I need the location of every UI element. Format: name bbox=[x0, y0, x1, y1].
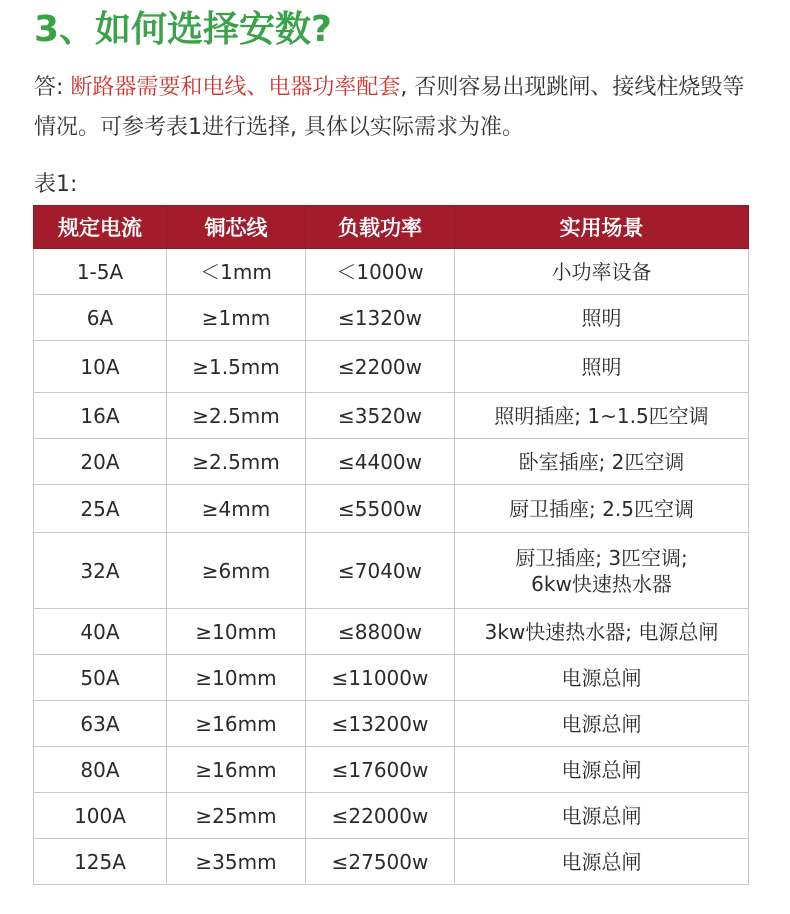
wire-cell: ≥2.5mm bbox=[167, 439, 306, 485]
power-cell: ≤4400w bbox=[306, 439, 455, 485]
current-cell: 100A bbox=[34, 793, 167, 839]
power-cell: ＜1000w bbox=[306, 249, 455, 295]
header-rated-current: 规定电流 bbox=[34, 206, 167, 249]
current-cell: 80A bbox=[34, 747, 167, 793]
wire-cell: ≥2.5mm bbox=[167, 393, 306, 439]
power-cell: ≤17600w bbox=[306, 747, 455, 793]
scenario-cell: 卧室插座; 2匹空调 bbox=[455, 439, 749, 485]
answer-paragraph bbox=[34, 68, 764, 148]
wire-cell: ≥16mm bbox=[167, 701, 306, 747]
scenario-cell: 电源总闸 bbox=[455, 839, 749, 885]
current-cell: 1-5A bbox=[34, 249, 167, 295]
current-cell: 40A bbox=[34, 609, 167, 655]
table-row bbox=[34, 701, 749, 747]
current-cell: 125A bbox=[34, 839, 167, 885]
wire-cell: ≥10mm bbox=[167, 609, 306, 655]
current-cell: 20A bbox=[34, 439, 167, 485]
scenario-cell: 照明插座; 1~1.5匹空调 bbox=[455, 393, 749, 439]
scenario-cell: 电源总闸 bbox=[455, 701, 749, 747]
scenario-cell: 照明 bbox=[455, 341, 749, 393]
table-row bbox=[34, 793, 749, 839]
wire-cell: ≥25mm bbox=[167, 793, 306, 839]
scenario-cell: 厨卫插座; 3匹空调; 6kw快速热水器 bbox=[455, 533, 749, 609]
wire-cell: ≥6mm bbox=[167, 533, 306, 609]
power-cell: ≤22000w bbox=[306, 793, 455, 839]
scenario-cell: 小功率设备 bbox=[455, 249, 749, 295]
wire-cell: ≥1mm bbox=[167, 295, 306, 341]
wire-cell: ≥35mm bbox=[167, 839, 306, 885]
power-cell: ≤13200w bbox=[306, 701, 455, 747]
header-load-power: 负载功率 bbox=[306, 206, 455, 249]
table-row bbox=[34, 393, 749, 439]
table-header-row bbox=[34, 206, 749, 249]
table-row bbox=[34, 839, 749, 885]
table-row bbox=[34, 485, 749, 533]
power-cell: ≤1320w bbox=[306, 295, 455, 341]
current-cell: 25A bbox=[34, 485, 167, 533]
scenario-cell: 3kw快速热水器; 电源总闸 bbox=[455, 609, 749, 655]
current-cell: 50A bbox=[34, 655, 167, 701]
wire-cell: ≥4mm bbox=[167, 485, 306, 533]
power-cell: ≤7040w bbox=[306, 533, 455, 609]
header-copper-wire: 铜芯线 bbox=[167, 206, 306, 249]
power-cell: ≤2200w bbox=[306, 341, 455, 393]
current-cell: 63A bbox=[34, 701, 167, 747]
power-cell: ≤5500w bbox=[306, 485, 455, 533]
scenario-cell: 厨卫插座; 2.5匹空调 bbox=[455, 485, 749, 533]
table-row bbox=[34, 655, 749, 701]
power-cell: ≤3520w bbox=[306, 393, 455, 439]
wire-cell: ≥16mm bbox=[167, 747, 306, 793]
table-row bbox=[34, 341, 749, 393]
section-heading: 3、如何选择安数? bbox=[34, 9, 332, 50]
answer-rest: , 否则容易出现跳闸、接线柱烧毁等情况。可参考表1进行选择, 具体以实际需求为准。 bbox=[34, 75, 745, 140]
power-cell: ≤11000w bbox=[306, 655, 455, 701]
current-cell: 32A bbox=[34, 533, 167, 609]
wire-cell: ≥10mm bbox=[167, 655, 306, 701]
table-row bbox=[34, 295, 749, 341]
table-row bbox=[34, 249, 749, 295]
wire-cell: ＜1mm bbox=[167, 249, 306, 295]
answer-highlight: 断路器需要和电线、电器功率配套 bbox=[70, 75, 401, 100]
current-cell: 16A bbox=[34, 393, 167, 439]
breaker-selection-table bbox=[33, 205, 749, 885]
table-row bbox=[34, 533, 749, 609]
wire-cell: ≥1.5mm bbox=[167, 341, 306, 393]
current-cell: 10A bbox=[34, 341, 167, 393]
header-usage-scenario: 实用场景 bbox=[455, 206, 749, 249]
table-row bbox=[34, 609, 749, 655]
scenario-cell: 电源总闸 bbox=[455, 793, 749, 839]
scenario-cell: 电源总闸 bbox=[455, 655, 749, 701]
current-cell: 6A bbox=[34, 295, 167, 341]
table-body bbox=[34, 249, 749, 885]
power-cell: ≤8800w bbox=[306, 609, 455, 655]
answer-prefix: 答: bbox=[34, 75, 71, 100]
table-label: 表1: bbox=[34, 172, 78, 197]
table-row bbox=[34, 439, 749, 485]
power-cell: ≤27500w bbox=[306, 839, 455, 885]
scenario-cell: 照明 bbox=[455, 295, 749, 341]
scenario-cell: 电源总闸 bbox=[455, 747, 749, 793]
table-row bbox=[34, 747, 749, 793]
